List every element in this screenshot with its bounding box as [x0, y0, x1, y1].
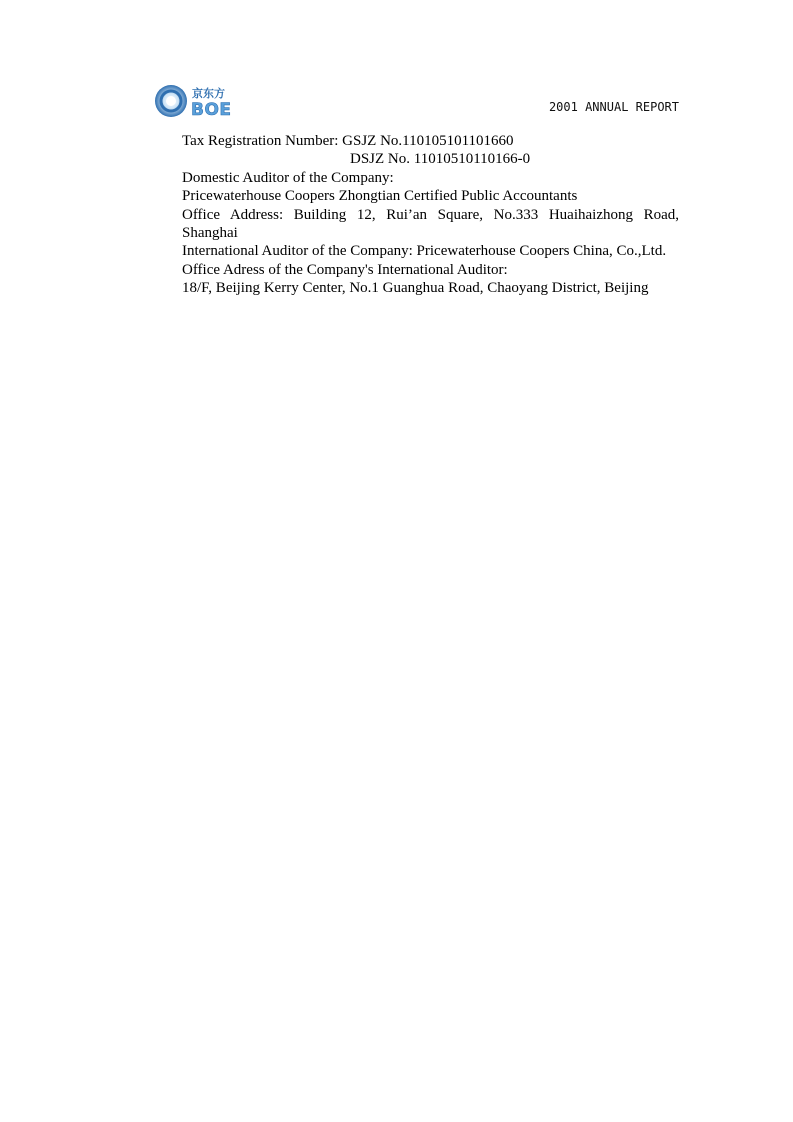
document-body — [182, 132, 679, 298]
boe-logo — [154, 84, 234, 120]
logo-brand-text: BOE — [191, 100, 232, 120]
international-auditor: International Auditor of the Company: Pricewaterhouse Coopers China, Co.,Ltd. — [182, 243, 667, 260]
domestic-auditor-label: Domestic Auditor of the Company: — [182, 169, 394, 186]
international-office-address: 18/F, Beijing Kerry Center, No.1 Guanghua Road, Chaoyang District, Beijing — [182, 280, 649, 297]
domestic-office-address: Office Address: Building 12, Rui’an Square, No.333 Huaihaizhong Road, Shanghai — [182, 206, 679, 242]
international-office-label: Office Adress of the Company's International Auditor: — [182, 261, 508, 278]
report-title: 2001 ANNUAL REPORT — [548, 100, 679, 114]
domestic-auditor-name: Pricewaterhouse Coopers Zhongtian Certified Public Accountants — [182, 188, 578, 205]
tax-registration-dsjz-line: DSJZ No. 11010510110166-0 — [350, 151, 531, 168]
logo-chinese-text: 京东方 — [192, 87, 225, 100]
tax-registration-line: Tax Registration Number: GSJZ No.110105101101660 — [182, 133, 514, 149]
